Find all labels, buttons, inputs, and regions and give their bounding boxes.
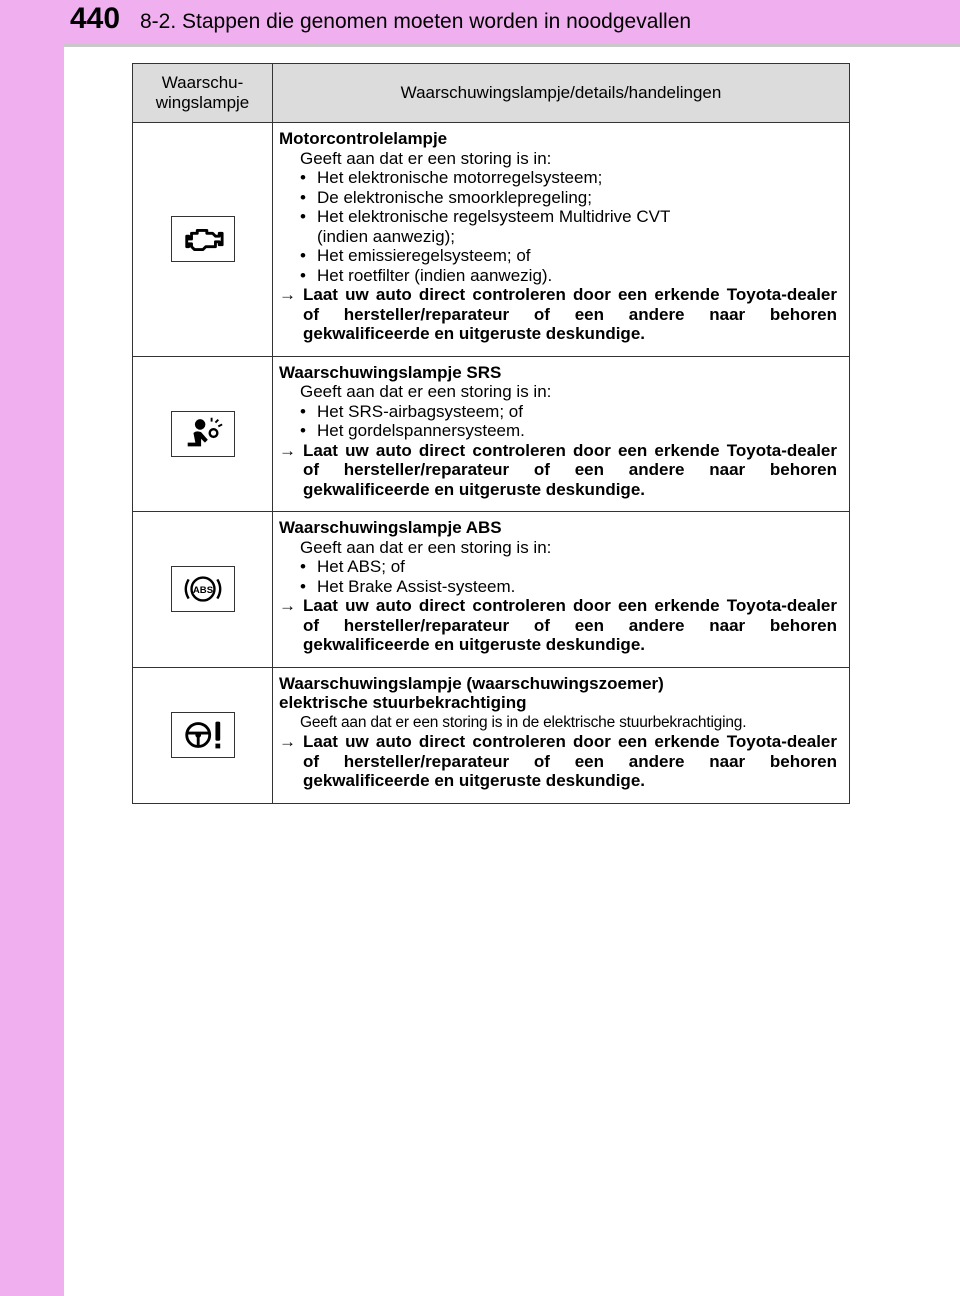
list-item: • Het elektronische regelsysteem Multidrive CVT xyxy=(300,207,671,226)
lamp-cell xyxy=(133,123,273,357)
lamp-cell xyxy=(133,512,273,668)
list-item: • De elektronische smoorklepregeling; xyxy=(300,187,592,207)
row-intro: Geeft aan dat er een storing is in de elektrische stuurbekrachtiging. xyxy=(300,713,747,731)
list-item: • Het roetfilter (indien aanwezig). xyxy=(300,265,553,285)
column-header-details: Waarschuwingslampje/details/handelingen xyxy=(273,64,850,123)
column-header-lamp: Waarschu- wingslampje xyxy=(133,64,273,123)
arrow-icon: → xyxy=(279,285,296,304)
list-item: • Het elektronische motorregelsysteem; xyxy=(300,168,603,187)
row-action: → Laat uw auto direct controleren door een erkende Toyota-dealer of hersteller/reparateur of een andere naar behoren gekwalificeerde en uitgeruste deskundige. xyxy=(279,732,837,790)
row-title: Waarschuwingslampje (waarschuwingszoemer) xyxy=(279,673,664,693)
row-title: Waarschuwingslampje SRS xyxy=(279,362,502,382)
list-item: • Het ABS; of xyxy=(300,557,405,576)
power-steering-icon xyxy=(171,712,235,758)
row-action: → Laat uw auto direct controleren door een erkende Toyota-dealer of hersteller/reparateur of een andere naar behoren gekwalificeerde en uitgeruste deskundige. xyxy=(279,596,837,654)
row-title-continuation: elektrische stuurbekrachtiging xyxy=(279,693,527,712)
row-title: Motorcontrolelampje xyxy=(279,129,448,148)
row-action: → Laat uw auto direct controleren door een erkende Toyota-dealer of hersteller/reparateur of een andere naar behoren gekwalificeerde en uitgeruste deskundige. xyxy=(279,440,837,499)
srs-airbag-icon xyxy=(171,411,235,457)
side-color-strip xyxy=(0,0,64,1296)
list-item: • Het emissieregelsysteem; of xyxy=(300,246,531,265)
arrow-icon: → xyxy=(279,440,296,460)
row-intro: Geeft aan dat er een storing is in: xyxy=(300,537,552,557)
details-cell xyxy=(273,667,850,803)
row-title: Waarschuwingslampje ABS xyxy=(279,518,502,537)
page-number: 440 xyxy=(70,2,121,35)
arrow-icon: → xyxy=(279,596,296,615)
list-item-continuation: (indien aanwezig); xyxy=(317,226,455,246)
row-action: → Laat uw auto direct controleren door een erkende Toyota-dealer of hersteller/reparateur of een andere naar behoren gekwalificeerde en uitgeruste deskundige. xyxy=(279,285,837,343)
abs-icon xyxy=(171,566,235,612)
lamp-cell xyxy=(133,667,273,803)
row-intro: Geeft aan dat er een storing is in: xyxy=(300,148,552,168)
details-cell xyxy=(273,356,850,512)
warning-lamp-table xyxy=(132,63,850,804)
abs-icon-label: ABS xyxy=(192,585,213,597)
list-item: • Het SRS-airbagsysteem; of xyxy=(300,401,523,421)
lamp-cell xyxy=(133,356,273,512)
details-cell xyxy=(273,123,850,357)
list-item: • Het Brake Assist-systeem. xyxy=(300,576,516,596)
details-cell xyxy=(273,512,850,668)
arrow-icon: → xyxy=(279,732,296,751)
table-row xyxy=(133,123,850,357)
engine-check-icon xyxy=(171,216,235,262)
table-row xyxy=(133,356,850,512)
row-intro: Geeft aan dat er een storing is in: xyxy=(300,382,552,401)
section-title: 8-2. Stappen die genomen moeten worden in noodgevallen xyxy=(140,10,692,33)
table-header-row xyxy=(133,64,850,123)
list-item: • Het gordelspannersysteem. xyxy=(300,421,525,440)
table-row xyxy=(133,512,850,668)
header-divider xyxy=(64,44,960,47)
table-row xyxy=(133,667,850,803)
